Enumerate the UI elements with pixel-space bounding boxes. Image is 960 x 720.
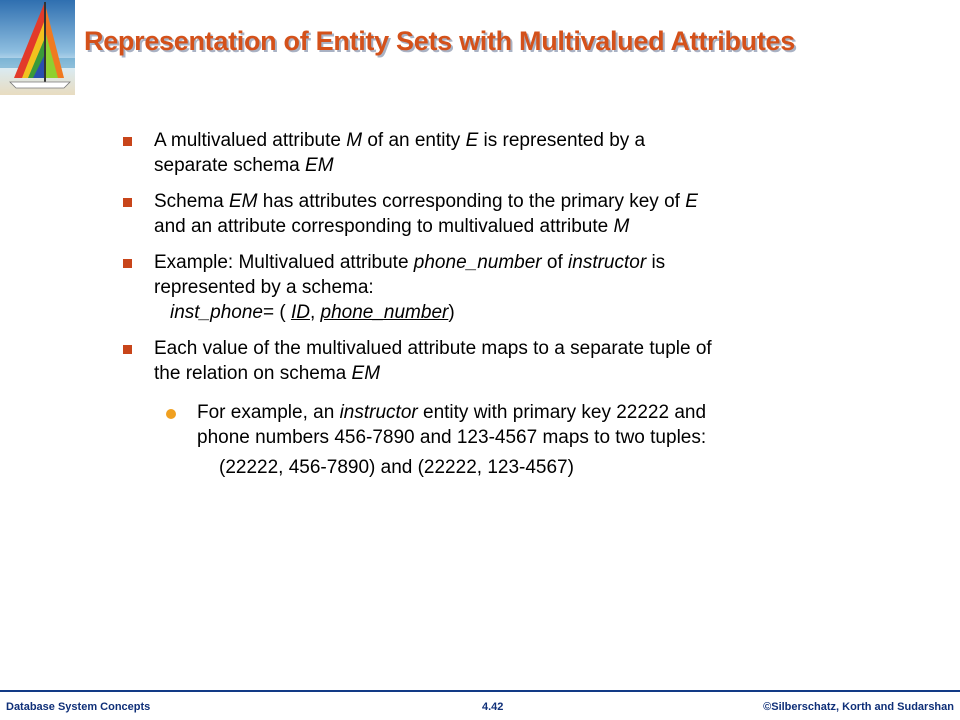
square-bullet-icon xyxy=(123,345,132,354)
schema-definition: inst_phone= ( ID, phone_number) xyxy=(170,302,455,323)
bullet-item: Each value of the multivalued attribute maps to a separate tuple of the relation on schema EM For example, an instructor entity with primary key 22222 and phone numbers 456-7890 and 123-4567 maps to two tuples: (22222, 456-7890) and (22222, 123-4567) xyxy=(120,336,860,480)
square-bullet-icon xyxy=(123,137,132,146)
square-bullet-icon xyxy=(123,259,132,268)
slide-title: Representation of Entity Sets with Multivalued Attributes xyxy=(84,26,795,56)
footer-divider xyxy=(0,690,960,692)
bullet-item: Schema EM has attributes corresponding to the primary key of E and an attribute corresponding to multivalued attribute M xyxy=(120,189,860,239)
bullet-item: Example: Multivalued attribute phone_number of instructor is represented by a schema: inst_phone= ( ID, phone_number) xyxy=(120,250,860,325)
round-bullet-icon xyxy=(166,409,176,419)
footer-course: Database System Concepts xyxy=(6,701,151,713)
square-bullet-icon xyxy=(123,198,132,207)
example-tuples: (22222, 456-7890) and (22222, 123-4567) xyxy=(219,457,574,478)
bullet-item: A multivalued attribute M of an entity E is represented by a separate schema EM xyxy=(120,128,860,178)
footer-copyright: ©Silberschatz, Korth and Sudarshan xyxy=(763,701,954,713)
slide-footer xyxy=(0,690,960,720)
sub-bullet-item: For example, an instructor entity with primary key 22222 and phone numbers 456-7890 and 123-4567 maps to two tuples: (22222, 456-7890) and (22222, 123-4567) xyxy=(154,400,860,480)
slide-number: 4.42 xyxy=(482,701,504,713)
sailboat-logo-icon xyxy=(0,0,75,95)
slide-body xyxy=(120,128,860,491)
